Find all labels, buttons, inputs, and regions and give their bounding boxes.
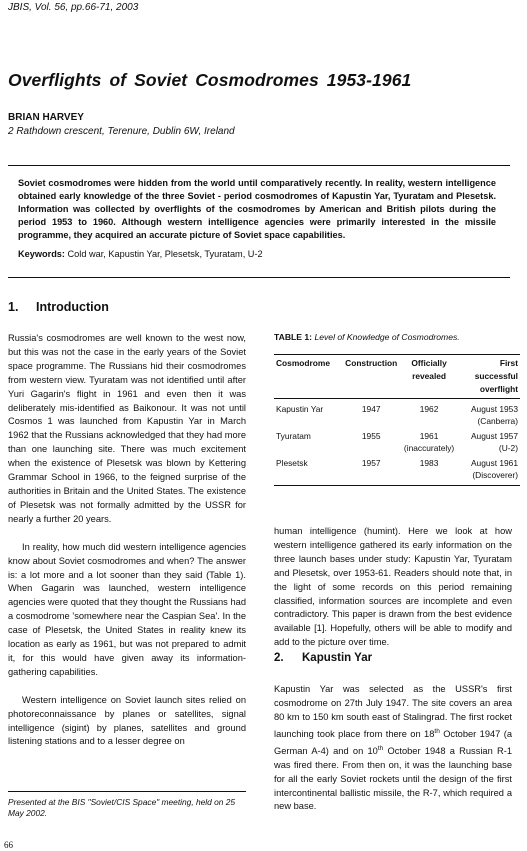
- cell-revealed: [399, 457, 459, 486]
- header-line: successful: [474, 371, 518, 381]
- table-caption-text: Level of Knowledge of Cosmodromes.: [314, 332, 460, 342]
- cell-overflight: [459, 430, 520, 457]
- header-line: revealed: [412, 371, 447, 381]
- header-officially-revealed: [399, 355, 459, 399]
- keywords-label: Keywords:: [18, 249, 65, 259]
- table-caption: [274, 332, 460, 342]
- cell-line: August 1957: [470, 431, 518, 441]
- section-number: 2.: [274, 652, 284, 664]
- keywords: [18, 248, 496, 260]
- header-line: First: [499, 358, 518, 368]
- section-heading-kapustin-yar: [274, 652, 372, 664]
- cell-revealed: [399, 430, 459, 457]
- cell-line: (Discoverer): [472, 470, 518, 480]
- table-header-row: [274, 355, 520, 399]
- footnote-rule: [8, 791, 246, 792]
- table-row: [274, 399, 520, 431]
- intro-paragraph-1: Russia's cosmodromes are well known to the west now, but this was not the case in the early years of the Soviet space programme. The Russians hid their cosmodromes from western view. Tyuratam was not identified until after Yuri Gagarin's flight in 1961 and even then it was deliberately mis-identified as Baikonour. It was not until Cosmos 1 was launched from Kapustin Yar in March 1962 that the Russians acknowledged that they had more than one launching site. There was much excitement when the existence of Plesetsk was blown by Kettering Grammar School in 1966, to the feigned surprise of the authorities in Britain and the United States. The existence of Plesetsk was not formally admitted by the USSR for nearly a further 20 years.: [8, 333, 246, 524]
- cell-construction: 1947: [361, 404, 381, 414]
- cell-line: 1983: [419, 458, 439, 468]
- section-number: 1.: [8, 300, 19, 314]
- cell-site: Kapustin Yar: [276, 404, 324, 414]
- section-title: Introduction: [36, 300, 109, 314]
- cell-site: Tyuratam: [276, 431, 311, 441]
- section-title: Kapustin Yar: [302, 652, 373, 664]
- cell-revealed: [399, 399, 459, 431]
- table-row: [274, 457, 520, 486]
- cell-line: August 1953: [470, 404, 518, 414]
- right-column-lower: [274, 683, 512, 814]
- section-heading-introduction: [8, 300, 109, 314]
- text-run: October 1947 (a German A-4) and on 10: [274, 728, 512, 756]
- cell-overflight: [459, 457, 520, 486]
- ordinal-suffix: th: [434, 727, 440, 735]
- table-label: TABLE 1:: [274, 332, 313, 342]
- header-line: Officially: [411, 358, 447, 368]
- right-column-upper: [274, 525, 512, 650]
- cell-site: Plesetsk: [276, 458, 308, 468]
- author-affiliation: 2 Rathdown crescent, Terenure, Dublin 6W, Ireland: [8, 126, 235, 137]
- cell-line: (Canberra): [477, 416, 518, 426]
- cell-construction: 1957: [361, 458, 381, 468]
- header-first-overflight: [459, 355, 520, 399]
- left-column: [8, 332, 246, 749]
- table-row: [274, 430, 520, 457]
- intro-paragraph-2: In reality, how much did western intelligence agencies know about Soviet cosmodromes and when? The answer is: a lot more and a lot sooner than they said (Table 1). When Gagarin was launched, western intelligence agencies were quoted that they thought the Russians had a cosmodrome 'somewhere near the Caspian Sea'. In the case of Plesetsk, the United States in reality knew its location as early as 1961, but was not prepared to admit it, for this would have given away its information-gathering capabilities.: [8, 541, 246, 677]
- cell-construction: 1955: [361, 431, 381, 441]
- ordinal-suffix: th: [377, 744, 384, 752]
- cell-line: 1962: [419, 404, 439, 414]
- paper-title: Overflights of Soviet Cosmodromes 1953-1961: [8, 70, 412, 90]
- abstract: Soviet cosmodromes were hidden from the world until comparatively recently. In reality, western intelligence obtained early knowledge of the three Soviet - period cosmodromes of Kapustin Yar, Tyuratam and Plesetsk. Information was collected by overflights of the cosmodromes by American and British pilots during the period 1953 to 1960. Although western intelligence agencies were primarily interested in the missile programme, they acquired an accurate picture of Soviet space capabilities.: [18, 178, 496, 240]
- cell-overflight: [459, 399, 520, 431]
- cell-line: 1961: [419, 431, 439, 441]
- kapustin-yar-paragraph-1: [274, 683, 512, 814]
- text-run: October 1948 a Russian R-1 was fired there. From then on, it was the launching base for all the early Soviet rockets until the design of the first intercontinental ballistic missile, the R-7, which required a new base.: [274, 745, 512, 812]
- footnote: Presented at the BIS "Soviet/CIS Space" meeting, held on 25 May 2002.: [8, 797, 236, 818]
- cell-line: August 1961: [470, 458, 518, 468]
- intro-paragraph-3-continued: human intelligence (humint). Here we look at how western intelligence gathered its early information on the three launch bases under study: Kapustin Yar, Tyuratam and Plesetsk, over 1953-61. Readers should note that, in the light of some records on this period remaining classified, information sources are incomplete and even contradictory. This paper is drawn from the best evidence available [1]. Hopefully, others will be able to modify and add to the picture over time.: [274, 526, 512, 648]
- header-construction: Construction: [345, 358, 398, 368]
- header-line: overflight: [479, 384, 518, 394]
- author-name: BRIAN HARVEY: [8, 112, 84, 123]
- text-run: Kapustin Yar was selected as the USSR's first cosmodrome on 27th July 1947. The site covers an area 80 km to 150 km south east of Stalingrad. The first rocket launching took place from there on 18: [274, 684, 512, 739]
- cell-line: (U-2): [498, 443, 518, 453]
- keywords-list: Cold war, Kapustin Yar, Plesetsk, Tyuratam, U-2: [67, 249, 263, 259]
- intro-paragraph-3: Western intelligence on Soviet launch sites relied on photoreconnaissance by planes or satellites, signal intelligence (sigint) by planes, satellites and ground listening stations and to a lesser degree on: [8, 694, 246, 747]
- abstract-bottom-rule: [8, 277, 510, 278]
- cosmodrome-knowledge-table: [274, 354, 520, 486]
- header-cosmodrome: Cosmodrome: [276, 358, 330, 368]
- cell-line: (inaccurately): [403, 443, 455, 453]
- page-number: 66: [4, 840, 13, 850]
- abstract-top-rule: [8, 165, 510, 166]
- running-head: JBIS, Vol. 56, pp.66-71, 2003: [8, 2, 139, 13]
